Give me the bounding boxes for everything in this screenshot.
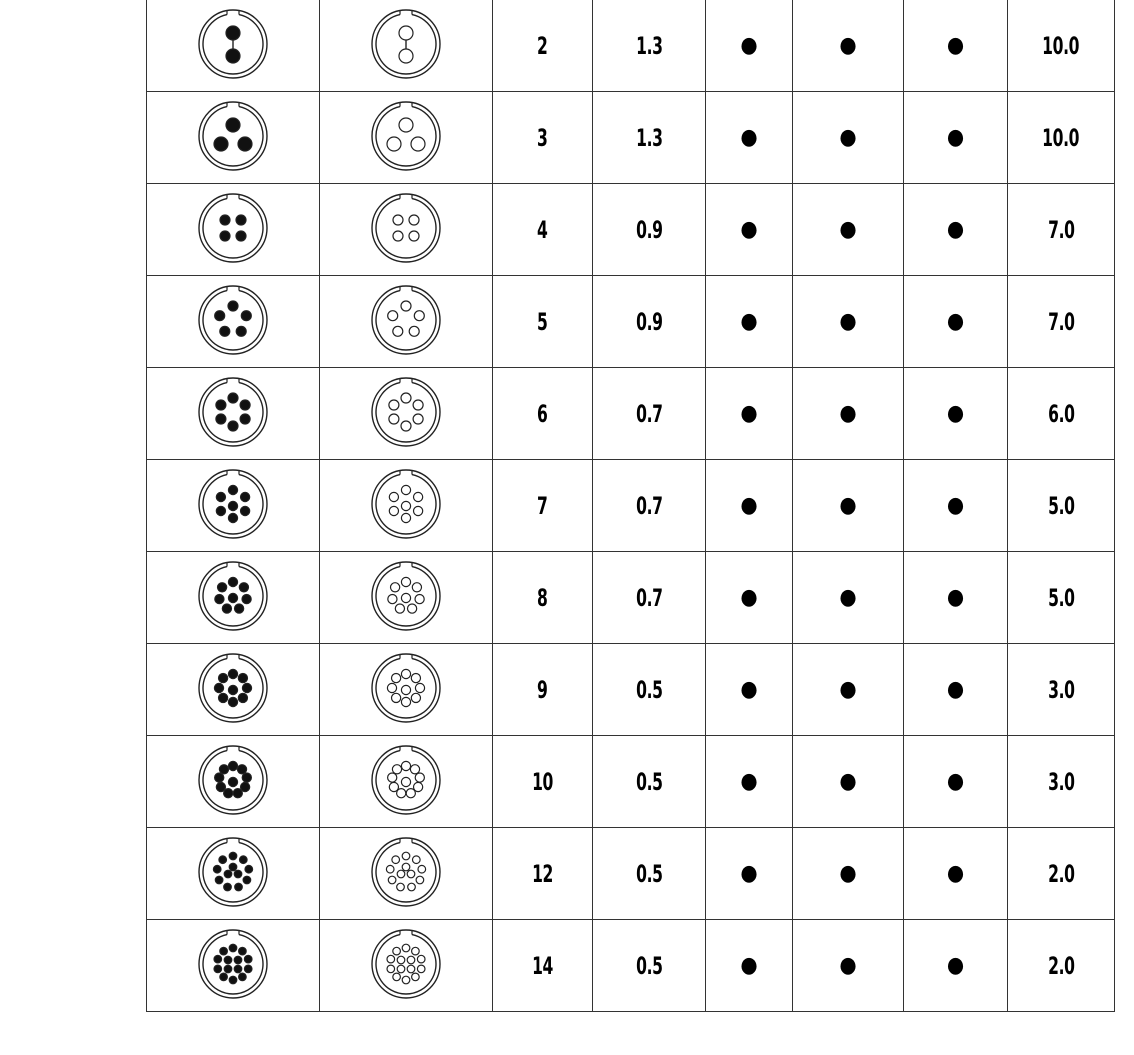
male-connector-cell [147,460,320,552]
wire-size-cell [593,644,706,736]
wire-size-cell [593,552,706,644]
option-c-cell [904,0,1008,92]
option-a-mark: ● [740,676,758,702]
option-b-mark: ● [839,124,857,150]
pin-count-cell [493,460,593,552]
option-c-cell [904,552,1008,644]
option-b-mark: ● [839,676,857,702]
rating-cell [1008,736,1115,828]
option-a-mark: ● [740,952,758,978]
table-row [147,0,1115,92]
4-pin-female-connector-icon [369,191,443,265]
male-connector-cell [147,92,320,184]
option-b-mark: ● [839,492,857,518]
current-rating: 10.0 [1042,123,1080,152]
option-b-mark: ● [839,32,857,58]
male-connector-cell [147,920,320,1012]
12-pin-male-connector-icon [196,835,270,909]
female-connector-cell [320,92,493,184]
table-row [147,276,1115,368]
wire-size: 0.5 [635,951,663,980]
option-c-mark: ● [946,124,965,150]
male-connector-cell [147,644,320,736]
table-body [147,0,1115,1012]
3-pin-female-connector-icon [369,99,443,173]
rating-cell [1008,552,1115,644]
wire-size-cell [593,828,706,920]
option-b-cell [793,0,904,92]
connector-spec-table [146,0,1115,1012]
pin-count-cell [493,552,593,644]
pin-count-cell [493,368,593,460]
8-pin-male-connector-icon [196,559,270,633]
pin-count: 7 [537,491,548,520]
pin-count-cell [493,920,593,1012]
9-pin-female-connector-icon [369,651,443,725]
option-c-cell [904,828,1008,920]
5-pin-male-connector-icon [196,283,270,357]
male-connector-cell [147,184,320,276]
14-pin-female-connector-icon [369,927,443,1001]
2-pin-female-connector-icon [369,7,443,81]
option-c-mark: ● [946,32,965,58]
rating-cell [1008,460,1115,552]
option-a-mark: ● [740,860,758,886]
female-connector-cell [320,0,493,92]
current-rating: 3.0 [1047,767,1075,796]
7-pin-male-connector-icon [196,467,270,541]
6-pin-female-connector-icon [369,375,443,449]
option-b-cell [793,736,904,828]
pin-count-cell [493,644,593,736]
option-b-cell [793,368,904,460]
wire-size: 0.7 [635,491,663,520]
option-b-mark: ● [839,952,857,978]
male-connector-cell [147,552,320,644]
option-c-mark: ● [946,952,965,978]
rating-cell [1008,920,1115,1012]
9-pin-male-connector-icon [196,651,270,725]
female-connector-cell [320,460,493,552]
10-pin-male-connector-icon [196,743,270,817]
table-row [147,920,1115,1012]
wire-size-cell [593,0,706,92]
option-a-mark: ● [740,584,758,610]
option-b-mark: ● [839,400,857,426]
option-b-cell [793,828,904,920]
option-a-cell [706,644,793,736]
current-rating: 2.0 [1047,951,1075,980]
2-pin-male-connector-icon [196,7,270,81]
pin-count-cell [493,92,593,184]
rating-cell [1008,0,1115,92]
option-b-mark: ● [839,584,857,610]
wire-size: 0.9 [635,307,663,336]
female-connector-cell [320,736,493,828]
option-c-mark: ● [946,216,965,242]
option-c-mark: ● [946,768,965,794]
option-a-mark: ● [740,768,758,794]
rating-cell [1008,184,1115,276]
6-pin-male-connector-icon [196,375,270,449]
pin-count: 9 [537,675,548,704]
rating-cell [1008,644,1115,736]
pin-count: 12 [532,859,553,888]
option-a-cell [706,828,793,920]
option-b-mark: ● [839,216,857,242]
option-c-cell [904,920,1008,1012]
rating-cell [1008,368,1115,460]
female-connector-cell [320,644,493,736]
male-connector-cell [147,368,320,460]
table-row [147,736,1115,828]
table-row [147,460,1115,552]
5-pin-female-connector-icon [369,283,443,357]
option-a-cell [706,368,793,460]
option-a-cell [706,184,793,276]
option-b-mark: ● [839,860,857,886]
rating-cell [1008,92,1115,184]
option-a-mark: ● [740,216,758,242]
wire-size: 0.5 [635,675,663,704]
wire-size-cell [593,920,706,1012]
option-c-cell [904,736,1008,828]
pin-count-cell [493,184,593,276]
pin-count: 5 [537,307,548,336]
current-rating: 3.0 [1047,675,1075,704]
option-c-cell [904,276,1008,368]
8-pin-female-connector-icon [369,559,443,633]
wire-size-cell [593,184,706,276]
table-row [147,368,1115,460]
14-pin-male-connector-icon [196,927,270,1001]
wire-size: 1.3 [635,123,663,152]
option-a-cell [706,736,793,828]
7-pin-female-connector-icon [369,467,443,541]
pin-count: 2 [537,31,548,60]
male-connector-cell [147,0,320,92]
female-connector-cell [320,920,493,1012]
table-row [147,184,1115,276]
option-b-cell [793,184,904,276]
female-connector-cell [320,828,493,920]
wire-size-cell [593,92,706,184]
pin-count: 14 [532,951,553,980]
option-a-mark: ● [740,124,758,150]
option-b-cell [793,920,904,1012]
female-connector-cell [320,552,493,644]
3-pin-male-connector-icon [196,99,270,173]
male-connector-cell [147,276,320,368]
wire-size: 0.5 [635,767,663,796]
current-rating: 7.0 [1047,215,1075,244]
option-b-cell [793,92,904,184]
option-a-mark: ● [740,492,758,518]
option-b-cell [793,276,904,368]
option-c-mark: ● [946,492,965,518]
male-connector-cell [147,828,320,920]
wire-size: 0.7 [635,583,663,612]
wire-size-cell [593,460,706,552]
option-c-mark: ● [946,584,965,610]
option-b-cell [793,644,904,736]
pin-count: 6 [537,399,548,428]
pin-count: 8 [537,583,548,612]
option-c-mark: ● [946,676,965,702]
current-rating: 5.0 [1047,583,1075,612]
option-b-mark: ● [839,768,857,794]
rating-cell [1008,828,1115,920]
4-pin-male-connector-icon [196,191,270,265]
current-rating: 10.0 [1042,31,1080,60]
wire-size: 0.7 [635,399,663,428]
wire-size-cell [593,368,706,460]
option-b-cell [793,460,904,552]
table-row [147,552,1115,644]
option-c-cell [904,460,1008,552]
female-connector-cell [320,368,493,460]
option-a-cell [706,276,793,368]
option-a-cell [706,92,793,184]
option-a-mark: ● [740,400,758,426]
option-c-mark: ● [946,400,965,426]
table-row [147,644,1115,736]
pin-count: 3 [537,123,548,152]
female-connector-cell [320,184,493,276]
male-connector-cell [147,736,320,828]
female-connector-cell [320,276,493,368]
option-b-cell [793,552,904,644]
pin-count: 10 [532,767,553,796]
option-a-cell [706,0,793,92]
pin-count-cell [493,828,593,920]
wire-size-cell [593,736,706,828]
option-c-cell [904,368,1008,460]
option-a-cell [706,460,793,552]
option-a-mark: ● [740,308,758,334]
12-pin-female-connector-icon [369,835,443,909]
wire-size: 1.3 [635,31,663,60]
pin-count: 4 [537,215,548,244]
option-a-mark: ● [740,32,758,58]
option-c-cell [904,92,1008,184]
current-rating: 7.0 [1047,307,1075,336]
wire-size-cell [593,276,706,368]
rating-cell [1008,276,1115,368]
option-a-cell [706,552,793,644]
pin-count-cell [493,276,593,368]
option-c-cell [904,184,1008,276]
pin-count-cell [493,736,593,828]
option-c-mark: ● [946,308,965,334]
current-rating: 6.0 [1047,399,1075,428]
table-row [147,828,1115,920]
option-a-cell [706,920,793,1012]
option-b-mark: ● [839,308,857,334]
10-pin-female-connector-icon [369,743,443,817]
current-rating: 5.0 [1047,491,1075,520]
table-row [147,92,1115,184]
option-c-mark: ● [946,860,965,886]
pin-count-cell [493,0,593,92]
option-c-cell [904,644,1008,736]
wire-size: 0.9 [635,215,663,244]
current-rating: 2.0 [1047,859,1075,888]
wire-size: 0.5 [635,859,663,888]
